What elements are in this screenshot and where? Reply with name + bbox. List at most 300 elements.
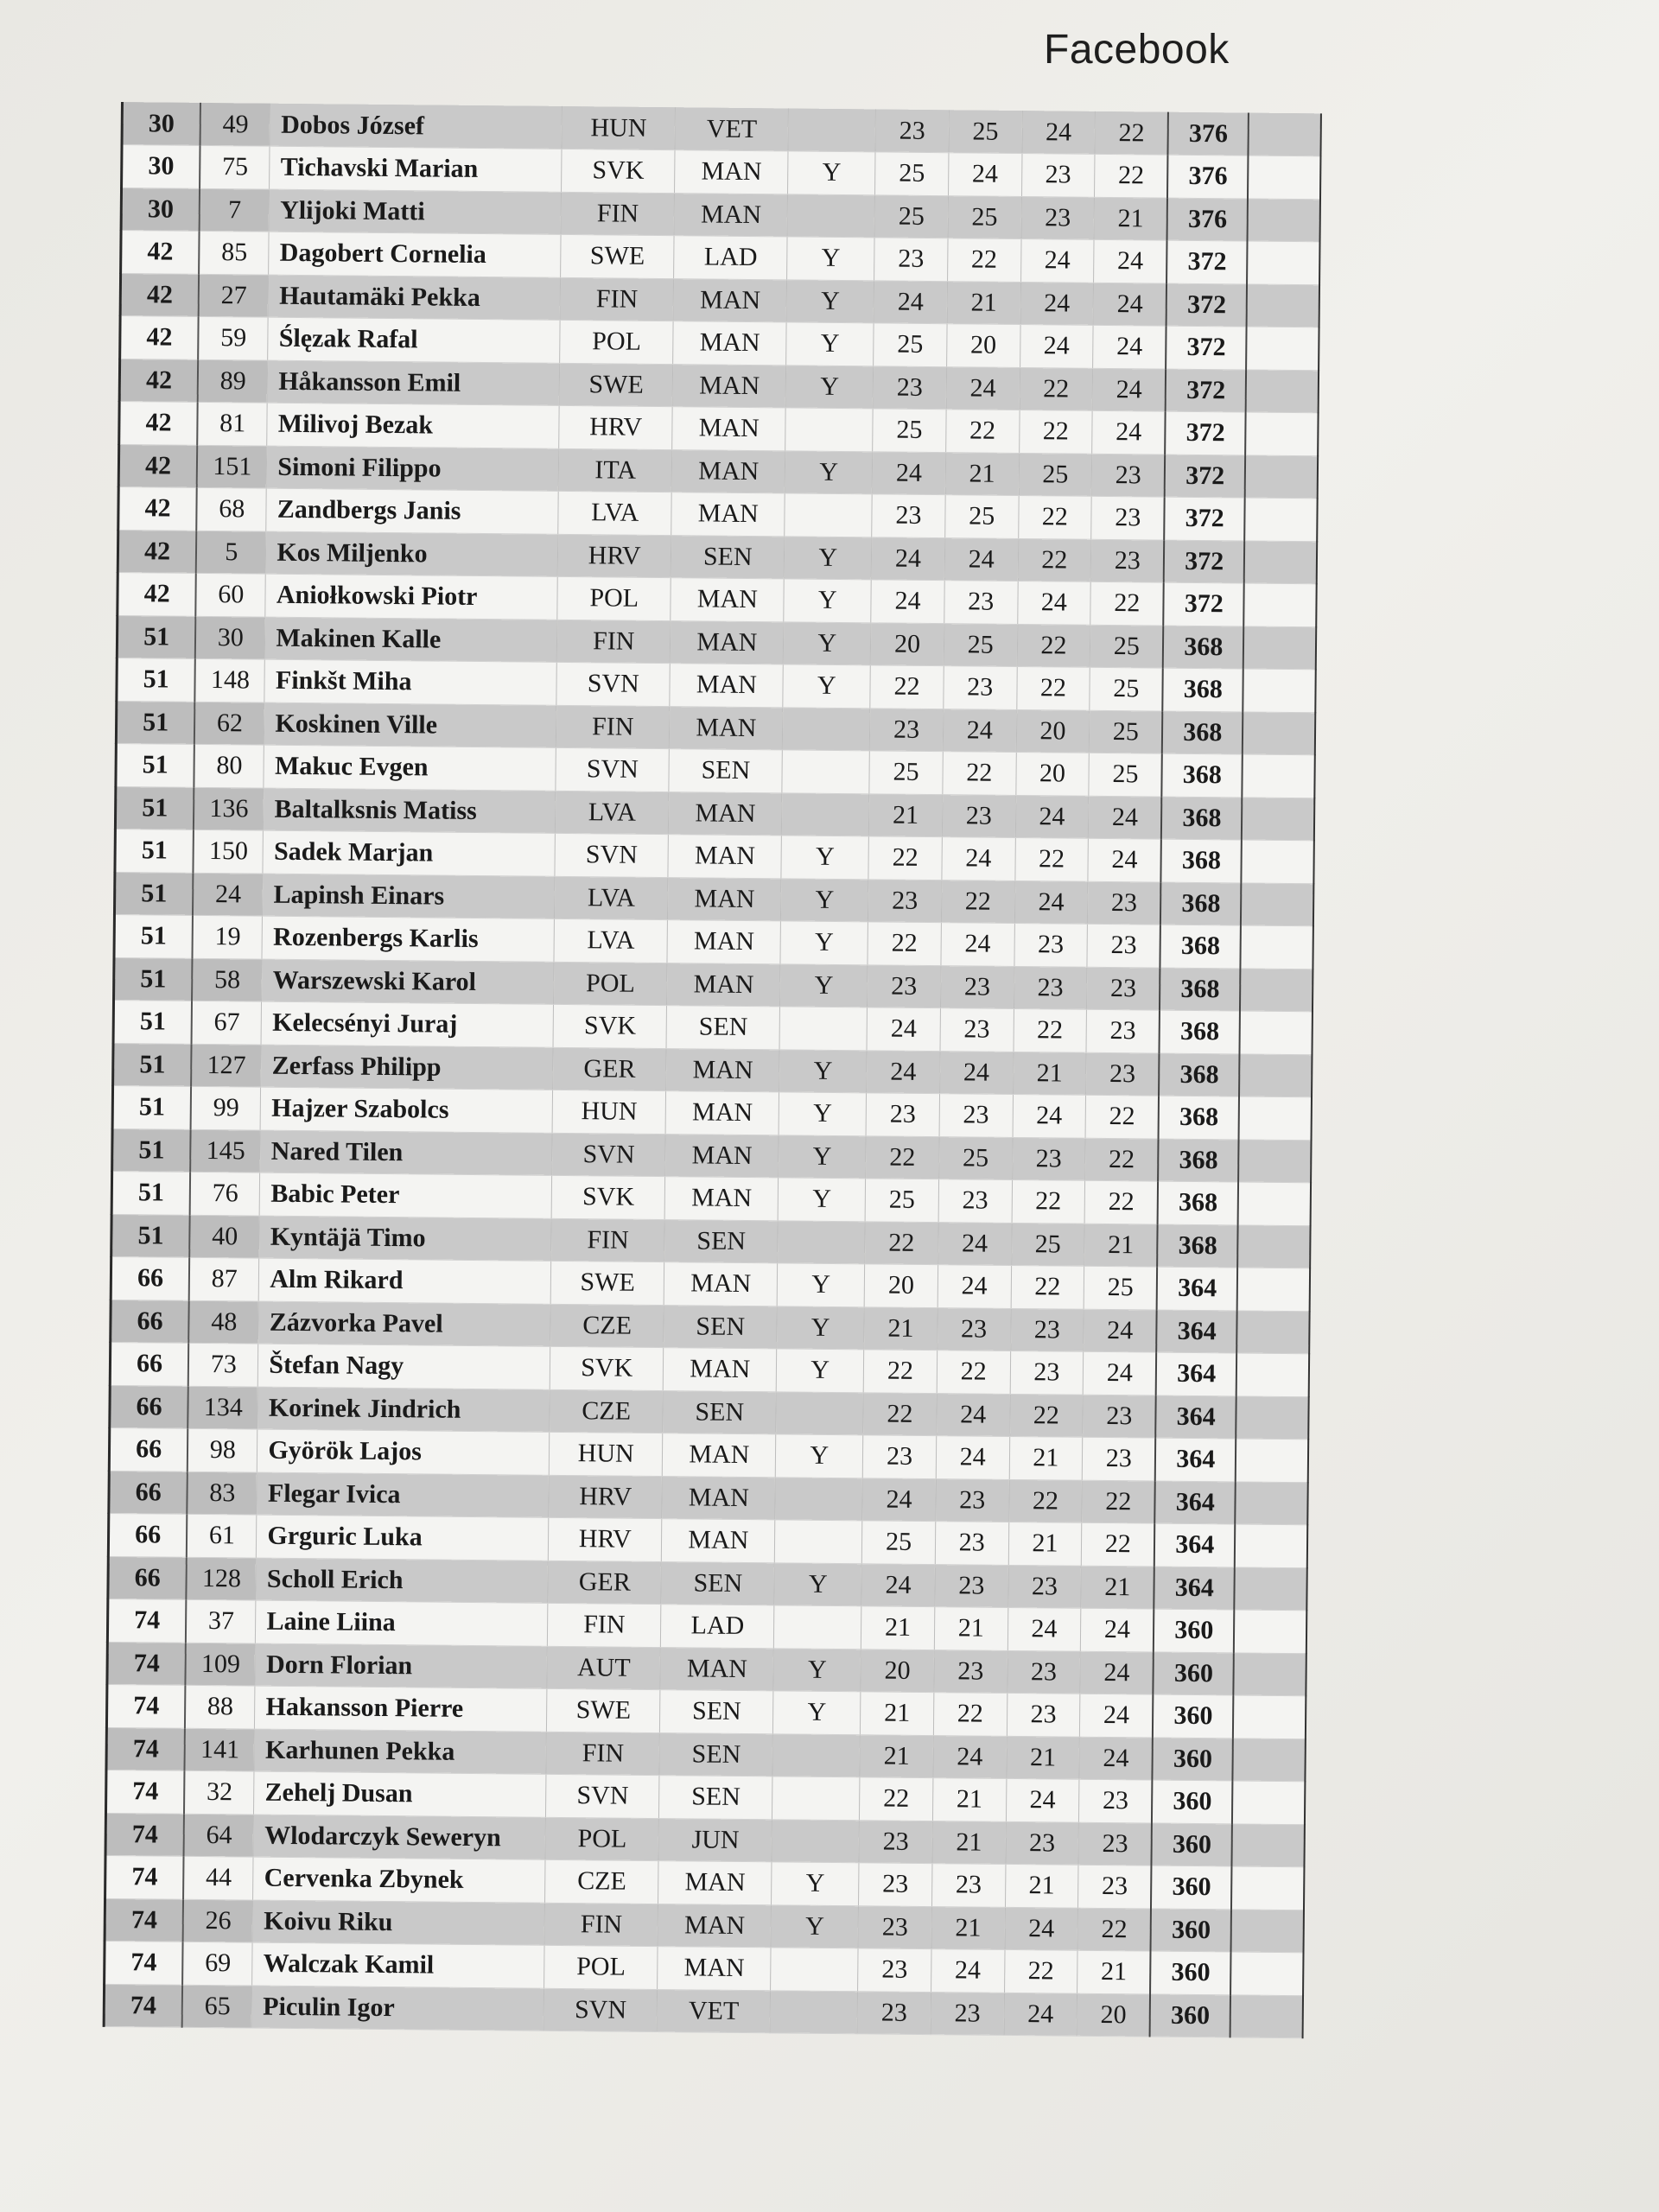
flag-y-cell: Y [779,1049,867,1092]
rank-cell: 42 [118,444,197,487]
total-score-cell: 372 [1166,369,1246,412]
rank-cell: 74 [105,1813,184,1856]
total-score-cell: 372 [1166,240,1247,283]
competitor-name-cell: Kyntäjä Timo [259,1216,551,1262]
empty-trailing-cell [1244,541,1317,584]
series-3-score-cell: 23 [1010,1308,1084,1351]
nation-cell: FIN [557,620,671,664]
competitor-name-cell: Makinen Kalle [265,617,557,663]
series-2-score-cell: 23 [940,965,1014,1008]
category-cell: MAN [674,193,788,237]
series-4-score-cell: 23 [1083,1395,1156,1438]
rank-cell: 51 [112,1085,191,1128]
series-2-score-cell: 23 [939,1094,1013,1137]
series-1-score-cell: 23 [868,964,941,1007]
competitor-name-cell: Hautamäki Pekka [269,275,561,321]
nation-cell: FIN [561,192,675,236]
rank-cell: 42 [120,273,199,316]
nation-cell: FIN [556,705,671,749]
start-number-cell: 127 [191,1044,261,1087]
series-4-score-cell: 23 [1091,454,1165,497]
flag-y-cell: Y [783,664,870,708]
series-4-score-cell: 21 [1081,1566,1154,1609]
flag-y-cell: Y [785,536,872,579]
flag-y-cell: Y [771,1904,858,1948]
series-1-score-cell: 22 [865,1221,938,1264]
category-cell: MAN [673,321,787,365]
category-cell: MAN [668,877,782,921]
series-1-score-cell: 20 [861,1649,934,1692]
flag-y-cell: Y [777,1306,864,1349]
series-4-score-cell: 24 [1094,239,1167,283]
series-3-score-cell: 23 [1007,1565,1081,1608]
nation-cell: AUT [547,1646,661,1690]
rank-cell: 51 [116,743,194,786]
category-cell: LAD [674,236,788,280]
start-number-cell: 7 [200,188,270,232]
series-2-score-cell: 23 [934,1649,1007,1693]
flag-y-cell: Y [784,621,871,664]
rank-cell: 66 [110,1385,188,1428]
category-cell: MAN [658,1904,772,1948]
series-4-score-cell: 23 [1086,1009,1160,1052]
flag-y-cell [785,493,872,537]
series-4-score-cell: 24 [1089,796,1162,839]
series-1-score-cell: 22 [868,836,942,880]
series-4-score-cell: 24 [1092,368,1166,411]
series-4-score-cell: 22 [1090,582,1164,625]
series-2-score-cell: 22 [933,1693,1007,1736]
series-4-score-cell: 22 [1095,154,1168,197]
nation-cell: SVN [556,747,670,791]
series-1-score-cell: 22 [870,665,944,709]
flag-y-cell [772,1733,860,1777]
flag-y-cell [771,1948,858,1991]
series-4-score-cell: 25 [1090,667,1163,710]
nation-cell: HRV [549,1475,663,1519]
series-2-score-cell: 24 [939,1051,1013,1094]
rank-cell: 74 [106,1684,185,1727]
flag-y-cell: Y [776,1434,863,1478]
rank-cell: 30 [121,188,200,231]
nation-cell: SVN [555,833,669,877]
start-number-cell: 44 [183,1856,253,1899]
series-1-score-cell: 21 [861,1692,934,1735]
flag-y-cell: Y [779,1092,866,1135]
total-score-cell: 360 [1154,1609,1234,1652]
start-number-cell: 37 [186,1599,256,1643]
empty-trailing-cell [1233,1695,1306,1738]
category-cell: MAN [665,1091,779,1135]
rank-cell: 74 [105,1941,183,1984]
start-number-cell: 32 [184,1770,254,1814]
series-4-score-cell: 23 [1087,967,1160,1010]
total-score-cell: 364 [1154,1567,1235,1610]
empty-trailing-cell [1243,754,1315,798]
series-1-score-cell: 23 [873,365,946,409]
series-3-score-cell: 22 [1014,1008,1087,1052]
series-2-score-cell: 24 [941,923,1014,966]
start-number-cell: 145 [190,1129,260,1173]
start-number-cell: 85 [199,231,269,274]
series-4-score-cell: 24 [1080,1694,1154,1737]
category-cell: SEN [671,535,785,579]
flag-y-cell [772,1777,860,1820]
category-cell: MAN [667,920,781,964]
empty-trailing-cell [1235,1524,1307,1567]
rank-cell: 42 [119,359,198,402]
series-1-score-cell: 20 [870,622,944,665]
competitor-name-cell: Scholl Erich [256,1558,548,1604]
competitor-name-cell: Makuc Evgen [264,745,556,791]
start-number-cell: 40 [189,1215,259,1258]
total-score-cell: 368 [1158,1224,1238,1268]
rank-cell: 42 [118,486,197,530]
series-2-score-cell: 23 [940,1008,1014,1052]
series-3-score-cell: 23 [1012,1137,1085,1180]
empty-trailing-cell [1246,327,1319,370]
series-1-score-cell: 25 [874,323,947,366]
empty-trailing-cell [1241,882,1313,925]
series-4-score-cell: 25 [1084,1266,1157,1309]
series-2-score-cell: 24 [942,837,1015,880]
empty-trailing-cell [1240,968,1313,1011]
total-score-cell: 368 [1163,668,1243,711]
category-cell: SEN [660,1690,774,1734]
empty-trailing-cell [1248,156,1320,199]
series-4-score-cell: 24 [1081,1608,1154,1651]
empty-trailing-cell [1245,412,1318,455]
competitor-name-cell: Sadek Marjan [263,830,555,876]
competitor-name-cell: Milivoj Bezak [267,403,559,448]
series-1-score-cell: 22 [868,922,941,965]
category-cell: SEN [659,1776,773,1820]
total-score-cell: 368 [1162,711,1243,754]
nation-cell: HUN [549,1432,663,1476]
series-3-score-cell: 25 [1011,1223,1084,1266]
total-score-cell: 360 [1150,1951,1230,1994]
series-2-score-cell: 24 [937,1393,1010,1436]
competitor-name-cell: Tichavski Marian [270,146,562,192]
nation-cell: CZE [550,1304,664,1348]
series-1-score-cell: 23 [858,1948,931,1992]
series-3-score-cell: 23 [1014,966,1087,1009]
flag-y-cell: Y [778,1263,865,1306]
total-score-cell: 368 [1159,1139,1239,1182]
start-number-cell: 134 [188,1386,258,1429]
nation-cell: LVA [554,918,668,963]
series-4-score-cell: 23 [1091,496,1165,539]
flag-y-cell [782,750,869,793]
competitor-name-cell: Finkšt Miha [264,659,556,705]
series-4-score-cell: 24 [1093,283,1166,326]
rank-cell: 42 [121,231,200,274]
rank-cell: 74 [105,1898,183,1942]
nation-cell: HUN [552,1090,666,1134]
series-2-score-cell: 22 [941,880,1014,923]
flag-y-cell: Y [779,1135,866,1178]
category-cell: SEN [663,1390,777,1434]
series-1-score-cell: 25 [874,194,948,238]
competitor-name-cell: Zehelj Dusan [254,1771,546,1817]
start-number-cell: 81 [197,402,267,445]
competitor-name-cell: Simoni Filippo [267,446,559,492]
series-4-score-cell: 22 [1082,1522,1155,1566]
series-1-score-cell: 21 [869,793,943,836]
series-4-score-cell: 21 [1084,1224,1158,1267]
series-2-score-cell: 21 [931,1906,1005,1949]
nation-cell: ITA [558,448,672,493]
nation-cell: SWE [550,1261,664,1305]
series-2-score-cell: 21 [932,1778,1006,1821]
rank-cell: 51 [115,786,194,830]
series-2-score-cell: 22 [937,1351,1010,1394]
competitor-name-cell: Walczak Kamil [252,1942,544,1988]
total-score-cell: 368 [1163,626,1243,669]
total-score-cell: 360 [1152,1780,1232,1823]
series-3-score-cell: 22 [1004,1949,1077,1993]
series-1-score-cell: 25 [873,409,946,452]
start-number-cell: 141 [185,1728,255,1771]
rank-cell: 42 [118,572,196,615]
total-score-cell: 360 [1153,1738,1233,1781]
rank-cell: 66 [108,1556,187,1599]
empty-trailing-cell [1242,840,1314,883]
series-3-score-cell: 22 [1016,666,1090,709]
series-3-score-cell: 23 [1021,154,1095,197]
competitor-name-cell: Aniołkowski Piotr [265,574,557,620]
flag-y-cell [775,1477,862,1520]
total-score-cell: 368 [1159,1053,1239,1096]
results-sheet [103,102,1322,2038]
series-2-score-cell: 23 [935,1564,1008,1607]
series-1-score-cell: 24 [871,537,944,580]
rank-cell: 74 [105,1855,184,1898]
rank-cell: 51 [112,1128,191,1172]
series-1-score-cell: 23 [866,1093,939,1136]
total-score-cell: 360 [1152,1823,1232,1866]
start-number-cell: 128 [187,1557,257,1600]
series-3-score-cell: 24 [1020,325,1093,368]
rank-cell: 51 [114,914,193,957]
empty-trailing-cell [1247,241,1319,284]
competitor-name-cell: Koivu Riku [252,1900,544,1946]
rank-cell: 74 [107,1642,186,1685]
nation-cell: SVN [552,1133,666,1177]
series-3-score-cell: 24 [1013,1094,1086,1137]
flag-y-cell: Y [774,1562,861,1605]
series-1-score-cell: 23 [862,1435,936,1478]
series-3-score-cell: 21 [1006,1736,1079,1779]
series-2-score-cell: 24 [936,1436,1009,1479]
start-number-cell: 24 [193,873,263,916]
rank-cell: 51 [116,701,194,744]
start-number-cell: 67 [192,1001,262,1044]
total-score-cell: 364 [1156,1352,1236,1395]
category-cell: SEN [669,749,783,793]
start-number-cell: 151 [197,445,267,488]
flag-y-cell: Y [777,1349,864,1392]
competitor-name-cell: Zandbergs Janis [266,488,558,534]
rank-cell: 66 [109,1427,188,1471]
competitor-name-cell: Zerfass Philipp [261,1045,553,1090]
total-score-cell: 368 [1161,797,1242,840]
series-4-score-cell: 23 [1090,539,1164,582]
rank-cell: 74 [106,1727,185,1770]
total-score-cell: 364 [1157,1310,1237,1353]
series-1-score-cell: 24 [871,580,944,623]
series-2-score-cell: 23 [931,1992,1004,2035]
series-4-score-cell: 25 [1090,625,1164,668]
series-3-score-cell: 24 [1020,239,1094,283]
series-2-score-cell: 23 [936,1478,1009,1522]
flag-y-cell: Y [773,1691,861,1734]
competitor-name-cell: Györök Lajos [257,1429,550,1475]
series-1-score-cell: 23 [858,1905,931,1948]
start-number-cell: 61 [187,1514,257,1557]
total-score-cell: 364 [1157,1267,1237,1310]
category-cell: MAN [670,706,784,750]
empty-trailing-cell [1233,1738,1306,1781]
nation-cell: FIN [546,1732,660,1776]
series-4-score-cell: 21 [1094,197,1167,240]
series-4-score-cell: 22 [1084,1180,1158,1224]
series-3-score-cell: 25 [1019,453,1092,496]
series-3-score-cell: 24 [1015,795,1089,838]
series-4-score-cell: 24 [1092,410,1166,454]
start-number-cell: 136 [194,787,264,830]
series-3-score-cell: 24 [1022,111,1096,154]
empty-trailing-cell [1234,1610,1306,1653]
competitor-name-cell: Ylijoki Matti [269,189,561,235]
series-1-score-cell: 24 [861,1563,935,1606]
category-cell: MAN [671,449,785,493]
flag-y-cell: Y [786,322,874,365]
empty-trailing-cell [1232,1823,1305,1866]
series-2-score-cell: 22 [947,238,1020,282]
nation-cell: SVK [550,1346,664,1390]
start-number-cell: 5 [196,531,266,574]
series-1-score-cell: 25 [861,1521,935,1564]
series-3-score-cell: 20 [1016,709,1090,753]
series-3-score-cell: 21 [1013,1052,1086,1095]
series-2-score-cell: 24 [938,1265,1011,1308]
series-4-score-cell: 22 [1085,1095,1159,1138]
series-1-score-cell: 22 [863,1350,937,1393]
flag-y-cell: Y [785,365,873,408]
series-1-score-cell: 23 [872,494,945,537]
category-cell: MAN [671,493,785,537]
series-4-score-cell: 23 [1087,924,1160,967]
start-number-cell: 88 [185,1685,255,1728]
category-cell: MAN [673,278,787,322]
nation-cell: HRV [557,534,671,578]
flag-y-cell [770,1990,857,2033]
nation-cell: GER [553,1047,667,1091]
nation-cell: LVA [556,791,670,835]
series-4-score-cell: 24 [1084,1309,1157,1352]
flag-y-cell: Y [772,1862,859,1905]
category-cell: VET [657,1989,771,2033]
start-number-cell: 83 [188,1471,257,1515]
nation-cell: FIN [551,1218,665,1262]
nation-cell: POL [544,1945,658,1989]
series-2-score-cell: 23 [944,581,1018,624]
rank-cell: 51 [117,658,195,701]
total-score-cell: 364 [1154,1523,1235,1567]
empty-trailing-cell [1230,1952,1303,1995]
series-1-score-cell: 21 [861,1606,935,1649]
series-1-score-cell: 23 [859,1820,932,1863]
competitor-name-cell: Babic Peter [260,1173,552,1218]
flag-y-cell: Y [781,836,868,879]
start-number-cell: 48 [188,1300,258,1344]
total-score-cell: 372 [1166,326,1247,369]
series-1-score-cell: 24 [862,1478,936,1521]
series-4-score-cell: 23 [1088,881,1161,925]
empty-trailing-cell [1232,1781,1305,1824]
empty-trailing-cell [1238,1182,1311,1225]
category-cell: MAN [658,1861,772,1905]
series-3-score-cell: 21 [1005,1864,1078,1907]
series-4-score-cell: 21 [1077,1950,1151,1993]
category-cell: MAN [658,1947,772,1991]
rank-cell: 51 [114,957,193,1001]
nation-cell: GER [548,1560,662,1605]
series-1-score-cell: 20 [864,1264,938,1307]
empty-trailing-cell [1243,583,1316,626]
start-number-cell: 148 [195,658,265,702]
empty-trailing-cell [1240,1011,1313,1054]
series-3-score-cell: 24 [1007,1607,1081,1650]
start-number-cell: 64 [184,1814,254,1857]
series-3-score-cell: 23 [1021,196,1095,239]
series-3-score-cell: 22 [1009,1394,1083,1437]
competitor-name-cell: Zázvorka Pavel [258,1301,550,1347]
empty-trailing-cell [1238,1139,1311,1182]
flag-y-cell: Y [778,1178,865,1221]
rank-cell: 51 [111,1171,190,1214]
nation-cell: FIN [560,277,674,321]
series-4-score-cell: 22 [1085,1138,1159,1181]
category-cell: MAN [663,1433,777,1478]
start-number-cell: 62 [194,702,264,745]
nation-cell: CZE [545,1859,659,1904]
competitor-name-cell: Korinek Jindrich [257,1387,550,1433]
series-2-score-cell: 25 [949,110,1022,153]
empty-trailing-cell [1244,498,1317,541]
category-cell: MAN [672,364,786,408]
series-2-score-cell: 23 [944,666,1017,709]
competitor-name-cell: Koskinen Ville [264,702,556,748]
series-2-score-cell: 23 [935,1522,1008,1565]
series-2-score-cell: 21 [945,452,1019,495]
empty-trailing-cell [1231,1866,1304,1910]
flag-y-cell: Y [788,151,875,194]
category-cell: MAN [660,1647,774,1691]
nation-cell: SWE [559,363,673,407]
nation-cell: SVN [543,1988,658,2032]
nation-cell: HUN [562,106,676,150]
series-4-score-cell: 24 [1088,838,1161,881]
series-4-score-cell: 23 [1086,1052,1160,1096]
series-3-score-cell: 22 [1014,837,1088,880]
series-3-score-cell: 22 [1018,538,1091,582]
series-2-score-cell: 24 [948,153,1021,196]
series-3-score-cell: 20 [1015,752,1089,795]
start-number-cell: 109 [186,1643,256,1686]
empty-trailing-cell [1246,370,1319,413]
